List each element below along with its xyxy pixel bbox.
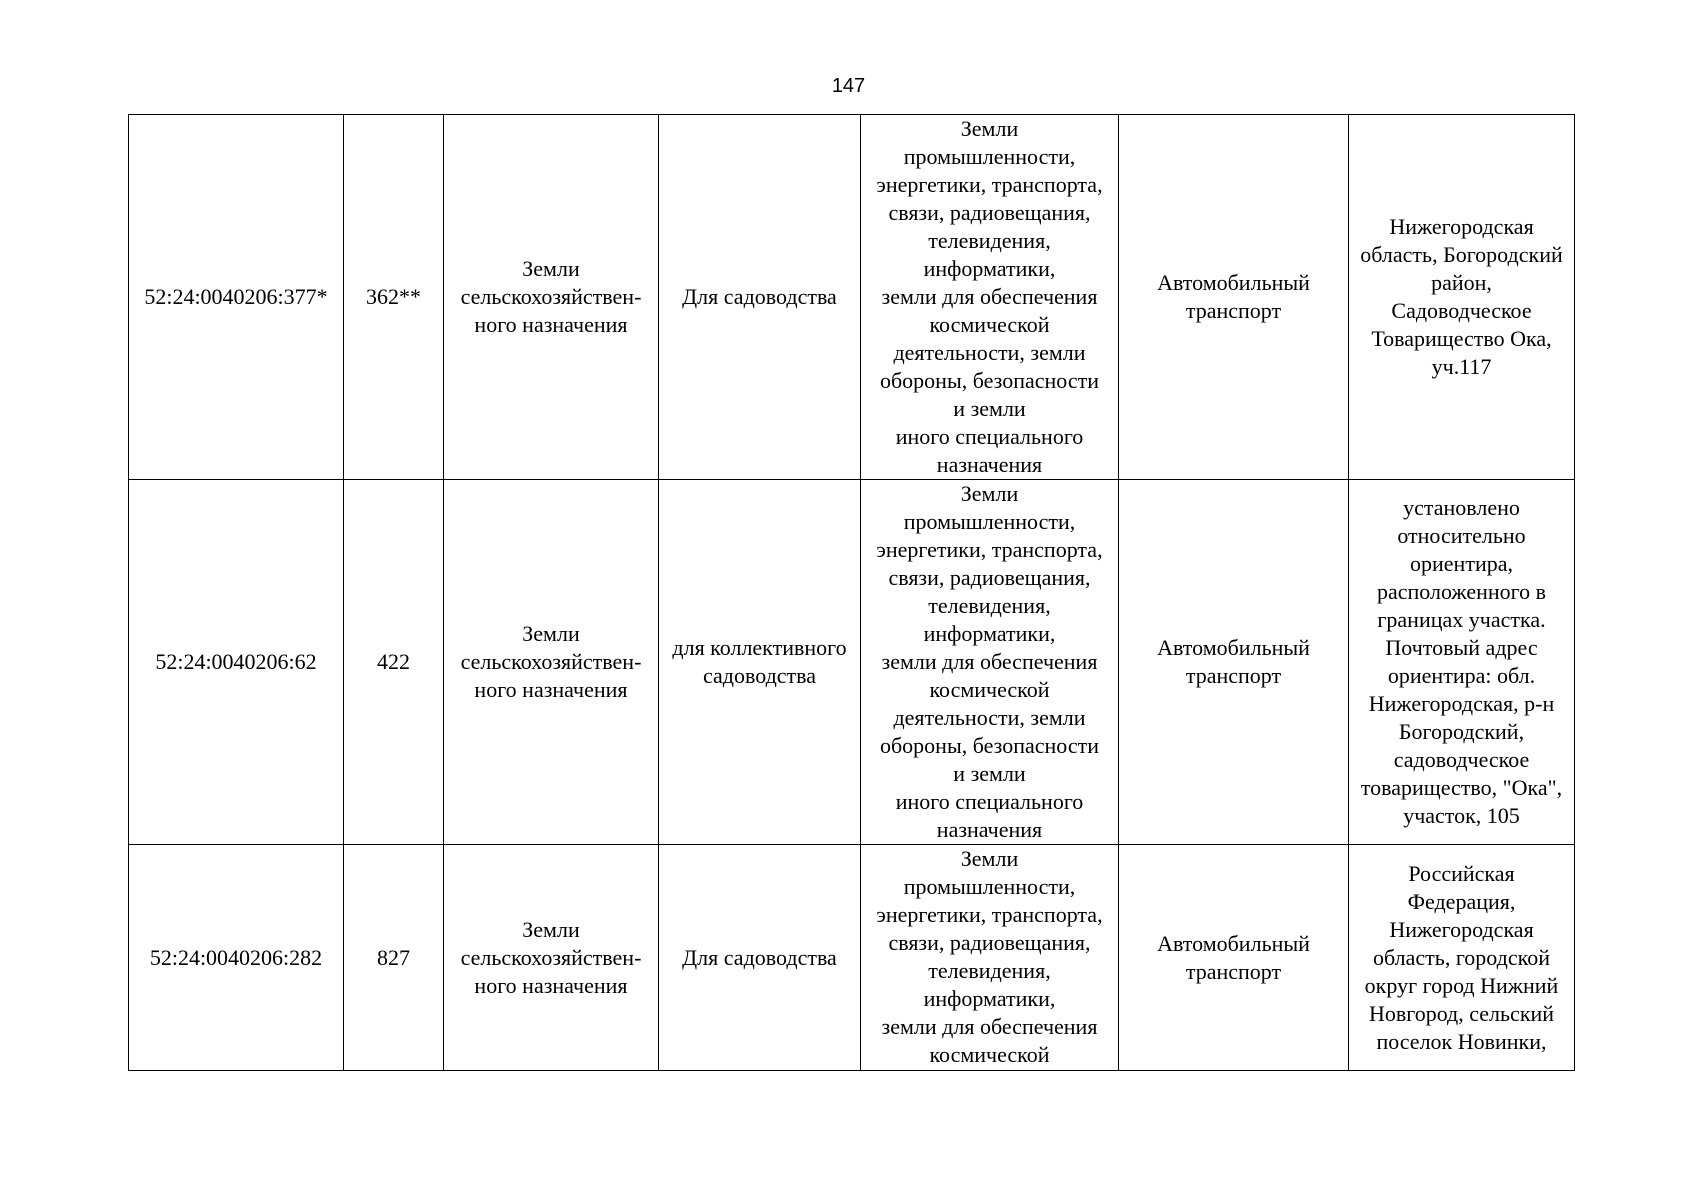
table-row [129, 845, 1575, 1071]
area-cell: 362** [344, 115, 444, 480]
transport-type-cell: Автомобильный транспорт [1119, 115, 1349, 480]
transport-type-cell: Автомобильный транспорт [1119, 845, 1349, 1071]
land-category-cell: Земли сельскохозяйствен- ного назначения [444, 480, 659, 845]
page-number: 147 [831, 75, 866, 97]
table-row [129, 115, 1575, 480]
address-cell: установлено относительно ориентира, расположенного в границах участка. Почтовый адрес ориентира: обл. Нижегородская, р-н Богородский, садоводческое товарищество, "Ока", участок, 105 [1349, 480, 1575, 845]
permitted-use-cell: Для садоводства [659, 115, 861, 480]
address-cell: Российская Федерация, Нижегородская область, городской округ город Нижний Новгород, сельский поселок Новинки, [1349, 845, 1575, 1071]
permitted-use-cell: Для садоводства [659, 845, 861, 1071]
land-category-cell: Земли сельскохозяйствен- ного назначения [444, 845, 659, 1071]
adjacent-lands-cell: Земли промышленности, энергетики, транспорта, связи, радиовещания, телевидения, информатики, земли для обеспечения космической [861, 845, 1119, 1071]
cadastral-number-cell: 52:24:0040206:282 [129, 845, 344, 1071]
cadastral-number-cell: 52:24:0040206:377* [129, 115, 344, 480]
table-row [129, 480, 1575, 845]
area-cell: 422 [344, 480, 444, 845]
permitted-use-cell: для коллективного садоводства [659, 480, 861, 845]
land-plots-table [128, 114, 1575, 1071]
area-cell: 827 [344, 845, 444, 1071]
adjacent-lands-cell: Земли промышленности, энергетики, транспорта, связи, радиовещания, телевидения, информатики, земли для обеспечения космической деятельности, земли обороны, безопасности и земли иного специального назначения [861, 115, 1119, 480]
land-category-cell: Земли сельскохозяйствен- ного назначения [444, 115, 659, 480]
transport-type-cell: Автомобильный транспорт [1119, 480, 1349, 845]
cadastral-number-cell: 52:24:0040206:62 [129, 480, 344, 845]
address-cell: Нижегородская область, Богородский район, Садоводческое Товарищество Ока, уч.117 [1349, 115, 1575, 480]
adjacent-lands-cell: Земли промышленности, энергетики, транспорта, связи, радиовещания, телевидения, информатики, земли для обеспечения космической деятельности, земли обороны, безопасности и земли иного специального назначения [861, 480, 1119, 845]
